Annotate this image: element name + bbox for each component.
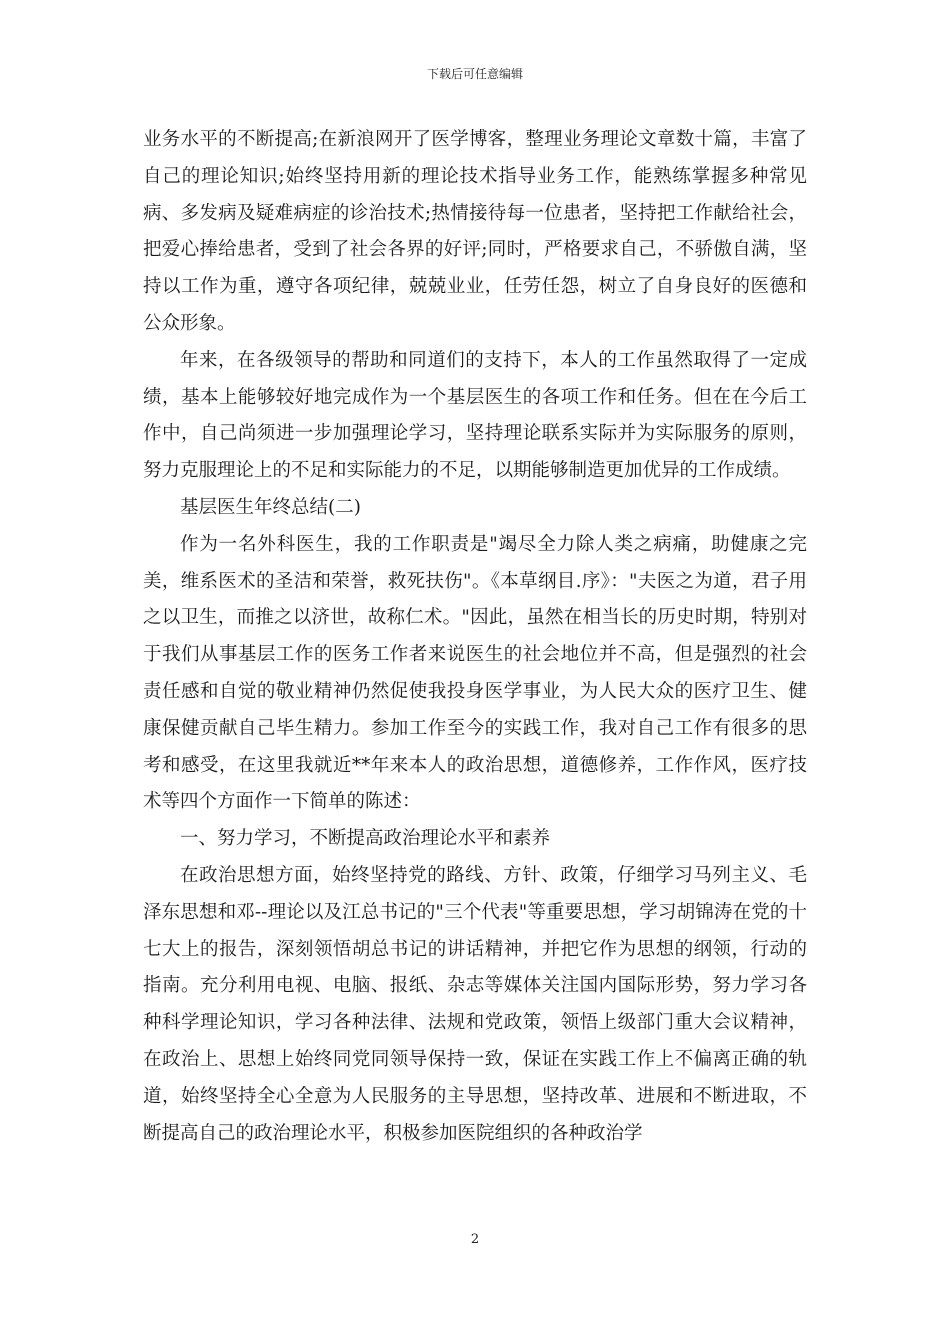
section-heading: 一、努力学习，不断提高政治理论水平和素养 [180, 828, 551, 850]
page-number: 2 [470, 1232, 480, 1247]
paragraph: 在政治思想方面，始终坚持党的路线、方针、政策，仔细学习马列主义、毛泽东思想和邓--理论以及江总书记的"三个代表"等重要思想，学习胡锦涛在党的十七大上的报告，深刻领悟胡总书记的讲话精神，并把它作为思想的纲领，行动的指南。充分利用电视、电脑、报纸、杂志等媒体关注国内国际形势，努力学习各种科学理论知识，学习各种法律、法规和党政策，领悟上级部门重大会议精神，在政治上、思想上始终同党同领导保持一致，保证在实践工作上不偏离正确的轨道，始终坚持全心全意为人民服务的主导思想，坚持改革、进展和不断进取，不断提高自己的政治理论水平，积极参加医院组织的各种政治学 [143, 864, 807, 1144]
paragraph-continuation: 业务水平的不断提高;在新浪网开了医学博客，整理业务理论文章数十篇，丰富了自己的理论知识;始终坚持用新的理论技术指导业务工作，能熟练掌握多种常见病、多发病及疑难病症的诊治技术;热情接待每一位患者，坚持把工作献给社会，把爱心捧给患者，受到了社会各界的好评;同时，严格要求自己，不骄傲自满，坚持以工作为重，遵守各项纪律，兢兢业业，任劳任怨，树立了自身良好的医德和公众形象。 [143, 129, 807, 334]
paragraph: 年来，在各级领导的帮助和同道们的支持下，本人的工作虽然取得了一定成绩，基本上能够较好地完成作为一个基层医生的各项工作和任务。但在在今后工作中，自己尚须进一步加强理论学习，坚持理论联系实际并为实际服务的原则，努力克服理论上的不足和实际能力的不足，以期能够制造更加优异的工作成绩。 [143, 349, 807, 482]
paragraph: 作为一名外科医生，我的工作职责是"竭尽全力除人类之病痛，助健康之完美，维系医术的圣洁和荣誉，救死扶伤"。《本草纲目.序》："夫医之为道，君子用之以卫生，而推之以济世，故称仁术。"因此，虽然在相当长的历史时期，特别对于我们从事基层工作的医务工作者来说医生的社会地位并不高，但是强烈的社会责任感和自觉的敬业精神仍然促使我投身医学事业，为人民大众的医疗卫生、健康保健贡献自己毕生精力。参加工作至今的实践工作，我对自己工作有很多的思考和感受，在这里我就近**年来本人的政治思想，道德修养，工作作风，医疗技术等四个方面作一下简单的陈述： [143, 533, 807, 813]
page-header: 下载后可任意编辑 [426, 67, 523, 81]
section-title: 基层医生年终总结(二) [180, 496, 361, 518]
document-body [143, 122, 807, 1152]
